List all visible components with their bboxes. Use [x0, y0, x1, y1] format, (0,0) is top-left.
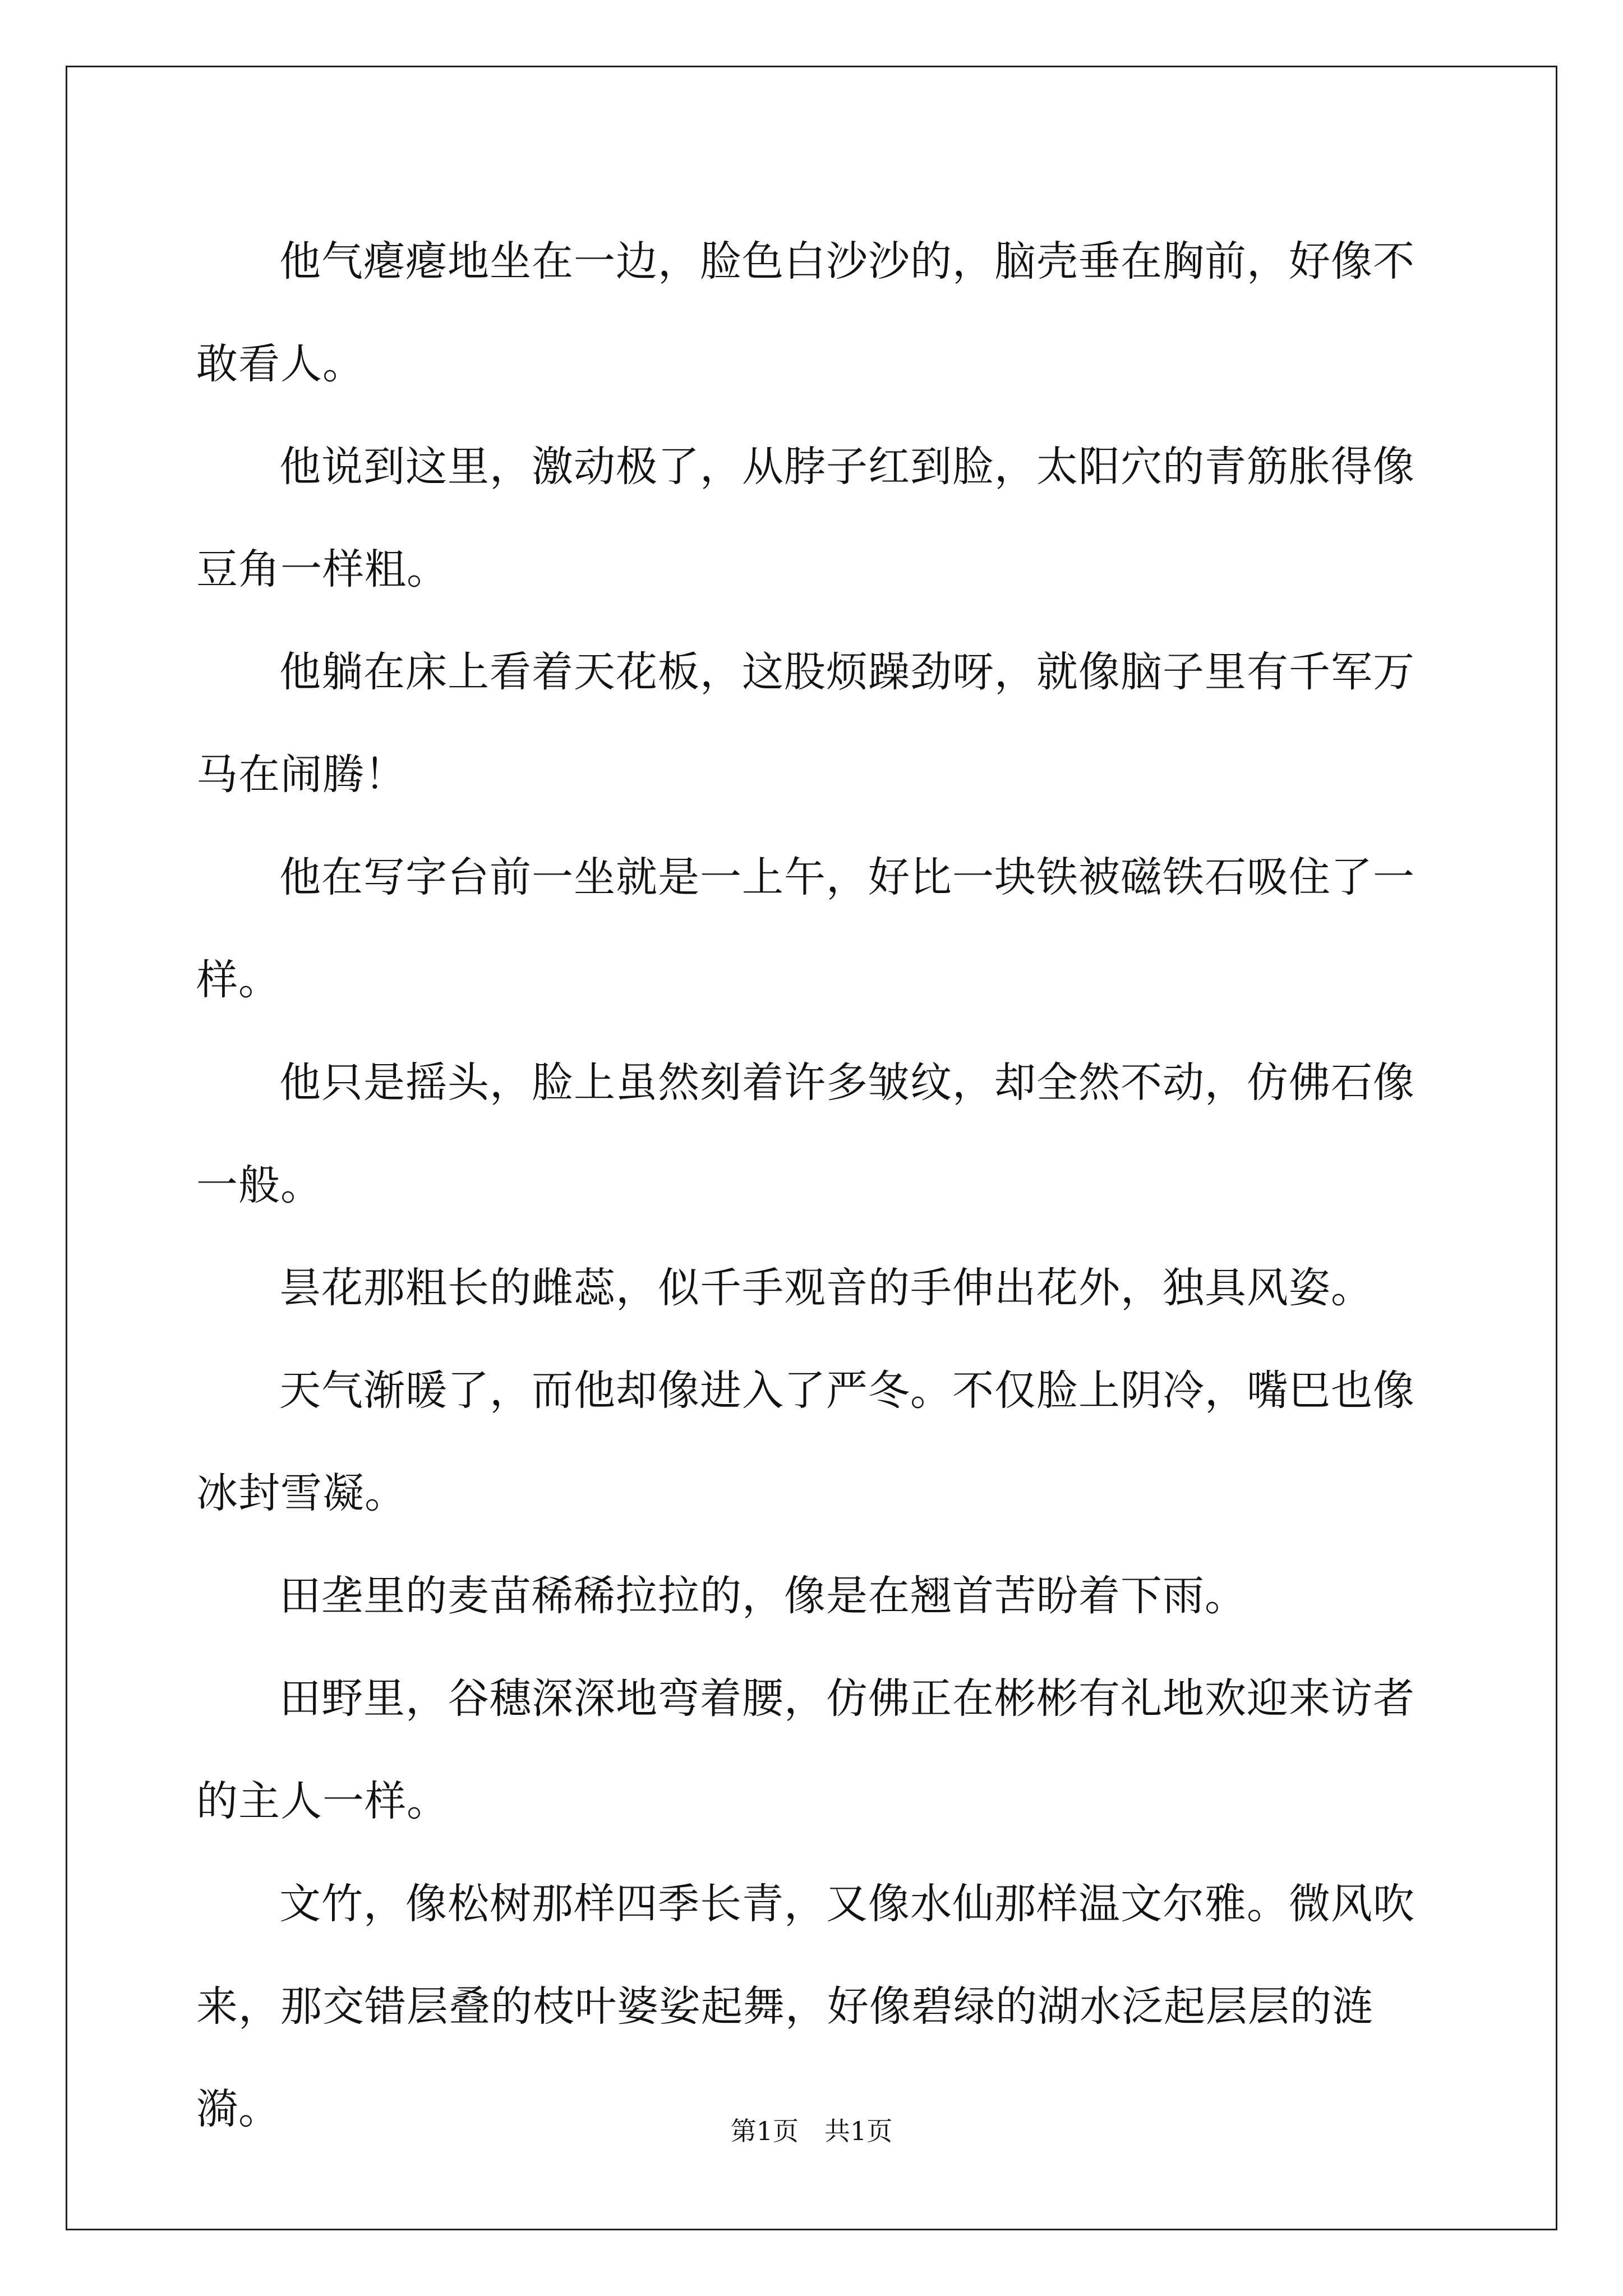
paragraph: 他躺在床上看着天花板，这股烦躁劲呀，就像脑子里有千军万马在闹腾！ [196, 648, 1415, 799]
paragraph: 天气渐暖了，而他却像进入了严冬。不仅脸上阴冷，嘴巴也像冰封雪凝。 [196, 1366, 1415, 1517]
paragraph: 田野里，谷穗深深地弯着腰，仿佛正在彬彬有礼地欢迎来访者的主人一样。 [196, 1674, 1415, 1825]
paragraph: 他只是摇头，脸上虽然刻着许多皱纹，却全然不动，仿佛石像一般。 [196, 1059, 1415, 1209]
paragraph: 他在写字台前一坐就是一上午，好比一块铁被磁铁石吸住了一样。 [196, 853, 1415, 1004]
document-body [196, 210, 1430, 2161]
paragraph: 他说到这里，激动极了，从脖子红到脸，太阳穴的青筋胀得像豆角一样粗。 [196, 443, 1415, 593]
paragraph: 文竹，像松树那样四季长青，又像水仙那样温文尔雅。微风吹来，那交错层叠的枝叶婆娑起舞，好像碧绿的湖水泛起层层的涟漪。 [196, 1880, 1415, 2133]
paragraph: 他气瘪瘪地坐在一边，脸色白沙沙的，脑壳垂在胸前，好像不敢看人。 [196, 237, 1415, 388]
paragraph: 田垄里的麦苗稀稀拉拉的，像是在翘首苦盼着下雨。 [279, 1572, 1247, 1620]
paragraph: 昙花那粗长的雌蕊，似千手观音的手伸出花外，独具风姿。 [279, 1264, 1373, 1312]
page-number-footer: 第1页 共1页 [730, 2116, 893, 2146]
